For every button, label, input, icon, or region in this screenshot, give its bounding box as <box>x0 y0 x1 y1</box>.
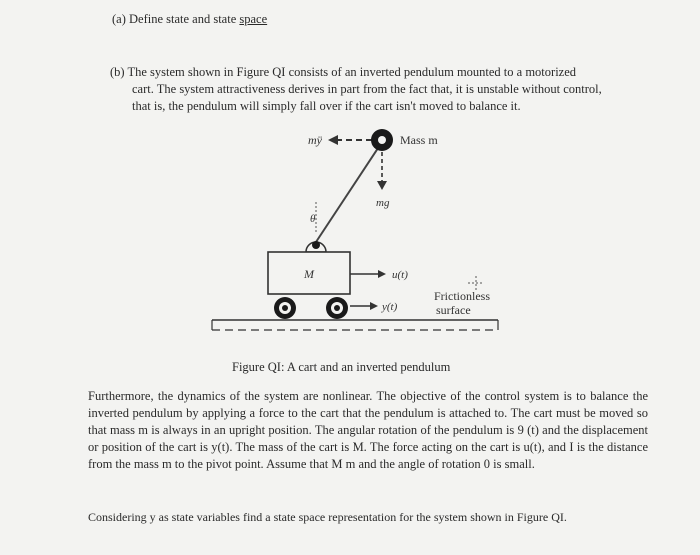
question-a-text: (a) Define state and state <box>112 12 240 26</box>
cart-pendulum-diagram <box>200 126 520 341</box>
force-arrow-head <box>328 135 338 145</box>
question-b-line-3: that is, the pendulum will simply fall over if the cart isn't moved to balance it. <box>132 99 521 113</box>
question-b-line-2: cart. The system attractiveness derives in part from the fact that, it is unstable without control, <box>132 82 602 96</box>
label-gravity: mg <box>376 197 390 209</box>
input-arrow-head <box>378 270 386 278</box>
question-a-underlined: space <box>239 12 268 26</box>
question-a <box>112 12 267 27</box>
wheel-right-hub <box>334 305 340 311</box>
wheel-left-hub <box>282 305 288 311</box>
pivot-joint <box>312 241 320 249</box>
label-mass: Mass m <box>400 133 438 147</box>
label-theta: θ <box>310 213 316 225</box>
pendulum-rod <box>316 142 382 242</box>
final-instruction: Considering y as state variables find a state space representation for the system shown in Figure QI. <box>88 510 567 524</box>
label-surface-line-1: Frictionless <box>434 289 490 303</box>
label-position: y(t) <box>382 301 398 313</box>
figure-cart-pendulum <box>200 126 520 341</box>
pendulum-mass-center <box>378 136 386 144</box>
question-b <box>110 64 646 115</box>
question-b-line-1: (b) The system shown in Figure QI consists of an inverted pendulum mounted to a motorized <box>110 65 577 79</box>
label-cart: M <box>304 267 314 281</box>
label-surface-line-2: surface <box>436 303 471 317</box>
body-paragraph: Furthermore, the dynamics of the system are nonlinear. The objective of the control system is to balance the inverted pendulum by applying a force to the cart that the pendulum is attached to. The cart must be moved so that mass m is always in an upright position. The angular rotation of the pendulum is 9 (t) and the displacement or position of the cart is y(t). The mass of the cart is M. The force acting on the cart is u(t), and I is the distance from the mass m to the pivot point. Assume that M m and the angle of rotation 0 is small. <box>88 389 648 471</box>
gravity-arrow-head <box>377 181 387 190</box>
label-input: u(t) <box>392 269 408 281</box>
label-force-top: mÿ <box>308 133 322 147</box>
position-arrow-head <box>370 302 378 310</box>
figure-caption: Figure QI: A cart and an inverted pendulum <box>232 360 451 374</box>
